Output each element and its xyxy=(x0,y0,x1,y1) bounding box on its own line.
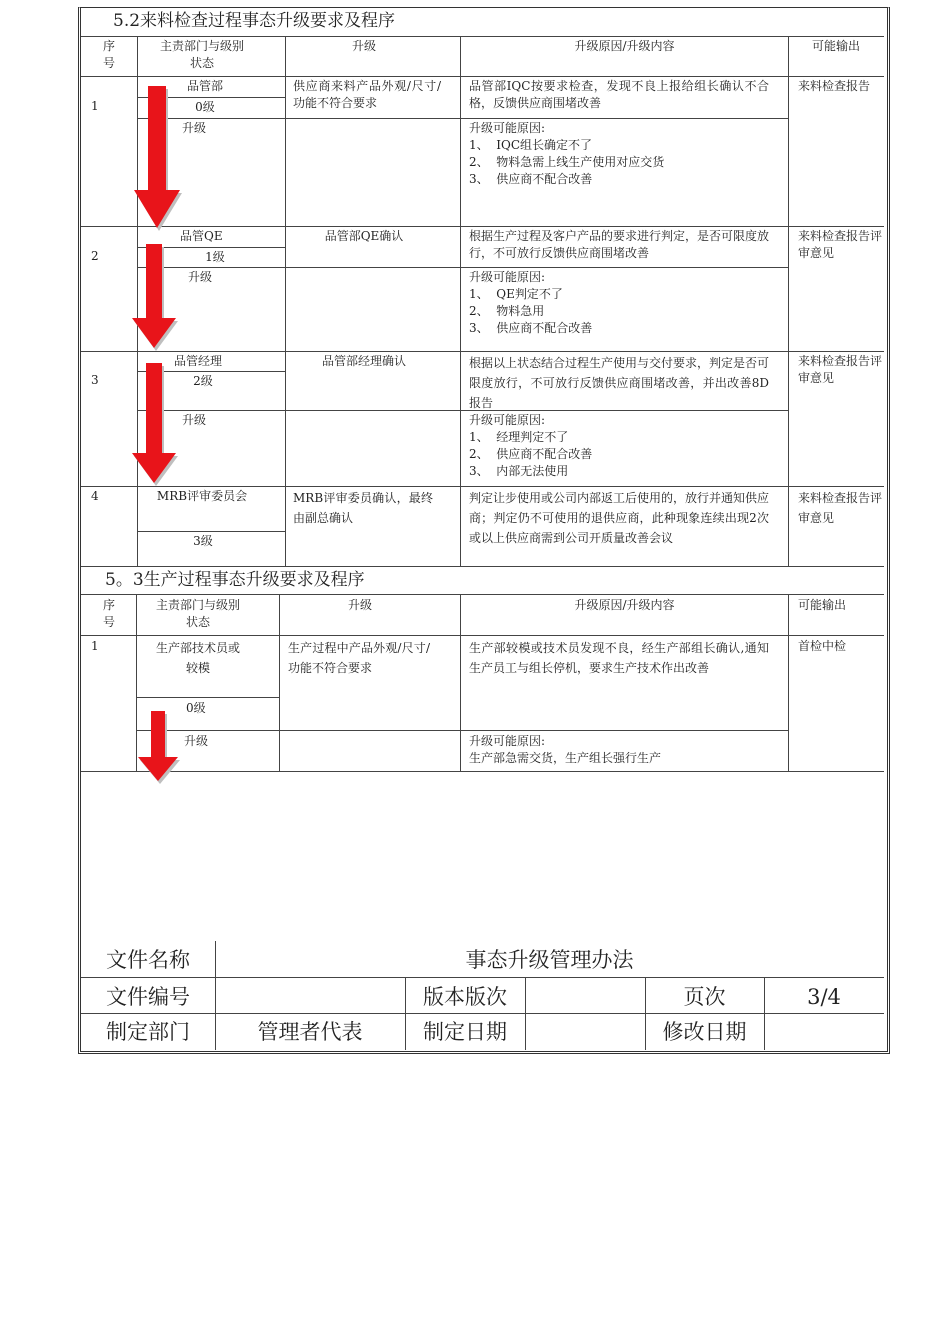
footer-dept-label: 制定部门 xyxy=(106,1020,190,1044)
footer-page-label: 页次 xyxy=(683,985,726,1009)
row1-escalate: 升级 xyxy=(184,734,209,748)
row3-escalate: 升级 xyxy=(182,413,207,427)
row4-output: 来料检查报告评审意见 xyxy=(798,491,883,525)
row1-escalate: 升级 xyxy=(182,121,207,135)
row4-dept: MRB评审委员会 xyxy=(156,489,248,503)
header-output: 可能输出 xyxy=(798,598,847,612)
header-reason: 升级原因/升级内容 xyxy=(574,598,675,612)
row1-level: 0级 xyxy=(186,701,206,715)
row1-upgrade: 生产过程中产品外观/尺寸/功能不符合要求 xyxy=(288,641,430,675)
row2-escalate: 升级 xyxy=(188,270,213,284)
row1-possible: 升级可能原因: 生产部急需交货，生产组长强行生产 xyxy=(469,734,662,765)
row3-upgrade: 品管部经理确认 xyxy=(321,354,406,368)
row3-output: 来料检查报告评审意见 xyxy=(798,354,883,385)
footer-file-name: 事态升级管理办法 xyxy=(465,948,634,972)
row2-level: 1级 xyxy=(205,250,225,264)
section-53-title: 5。3生产过程事态升级要求及程序 xyxy=(105,570,365,590)
row3-dept: 品管经理 xyxy=(174,354,223,368)
down-arrow-icon xyxy=(140,711,184,783)
header-reason: 升级原因/升级内容 xyxy=(574,39,675,53)
row2-upgrade: 品管部QE确认 xyxy=(324,229,404,243)
row2-dept: 品管QE xyxy=(180,229,223,243)
footer-mod-label: 修改日期 xyxy=(662,1020,747,1044)
row1-possible: 升级可能原因: 1、 IQC组长确定不了 2、 物料急需上线生产使用对应交货 3、 供应商不配合改善 xyxy=(469,121,665,186)
header-upgrade: 升级 xyxy=(351,39,376,53)
row2-possible: 升级可能原因: 1、 QE判定不了 2、 物料急用 3、 供应商不配合改善 xyxy=(469,270,593,335)
header-seq: 序 号 xyxy=(102,39,115,70)
row1-reason: 品管部IQC按要求检查，发现不良上报给组长确认不合格，反馈供应商围堵改善 xyxy=(469,79,769,110)
row4-reason: 判定让步使用或公司内部返工后使用的，放行并通知供应商；判定仍不可使用的退供应商，此种现象连续出现2次或以上供应商需到公司开质量改善会议 xyxy=(469,491,770,545)
row1-seq: 1 xyxy=(91,639,99,653)
header-upgrade: 升级 xyxy=(347,598,372,612)
header-dept: 主责部门与级别 状态 xyxy=(155,598,240,629)
row1-output: 首检中检 xyxy=(798,639,847,653)
down-arrow-icon xyxy=(136,86,184,234)
footer-page: 3/4 xyxy=(807,985,841,1009)
row2-seq: 2 xyxy=(91,249,99,263)
row1-reason: 生产部较模或技术员发现不良，经生产部组长确认,通知生产员工与组长停机，要求生产技术作出改善 xyxy=(469,641,769,675)
row4-upgrade: MRB评审委员确认，最终由副总确认 xyxy=(293,491,433,525)
down-arrow-icon xyxy=(136,363,184,485)
down-arrow-icon xyxy=(136,244,184,350)
row4-seq: 4 xyxy=(91,489,99,503)
header-dept: 主责部门与级别 状态 xyxy=(159,39,244,70)
header-seq: 序 号 xyxy=(102,598,115,629)
row1-level: 0级 xyxy=(195,100,215,114)
row3-level: 2级 xyxy=(193,374,213,388)
row1-upgrade: 供应商来料产品外观/尺寸/功能不符合要求 xyxy=(293,79,441,110)
row2-reason: 根据生产过程及客户产品的要求进行判定，是否可限度放行，不可放行反馈供应商围堵改善 xyxy=(469,229,770,260)
row3-reason: 根据以上状态结合过程生产使用与交付要求，判定是否可限度放行，不可放行反馈供应商围堵改善，并出改善8D报告 xyxy=(469,356,770,410)
row1-output: 来料检查报告 xyxy=(798,79,871,93)
row1-dept: 品管部 xyxy=(186,79,223,93)
footer-file-no-label: 文件编号 xyxy=(106,985,190,1009)
footer-version-label: 版本版次 xyxy=(423,985,507,1009)
row4-level: 3级 xyxy=(193,534,213,548)
row1-dept: 生产部技术员或 较模 xyxy=(155,641,240,675)
footer-dept: 管理者代表 xyxy=(257,1020,363,1044)
footer-date-label: 制定日期 xyxy=(423,1020,507,1044)
section-52-title: 5.2来料检查过程事态升级要求及程序 xyxy=(113,11,396,31)
row2-output: 来料检查报告评审意见 xyxy=(798,229,883,260)
footer-file-name-label: 文件名称 xyxy=(106,948,190,972)
row3-possible: 升级可能原因: 1、 经理判定不了 2、 供应商不配合改善 3、 内部无法使用 xyxy=(469,413,593,478)
row1-seq: 1 xyxy=(91,99,99,113)
row3-seq: 3 xyxy=(91,373,99,387)
header-output: 可能输出 xyxy=(811,39,860,53)
